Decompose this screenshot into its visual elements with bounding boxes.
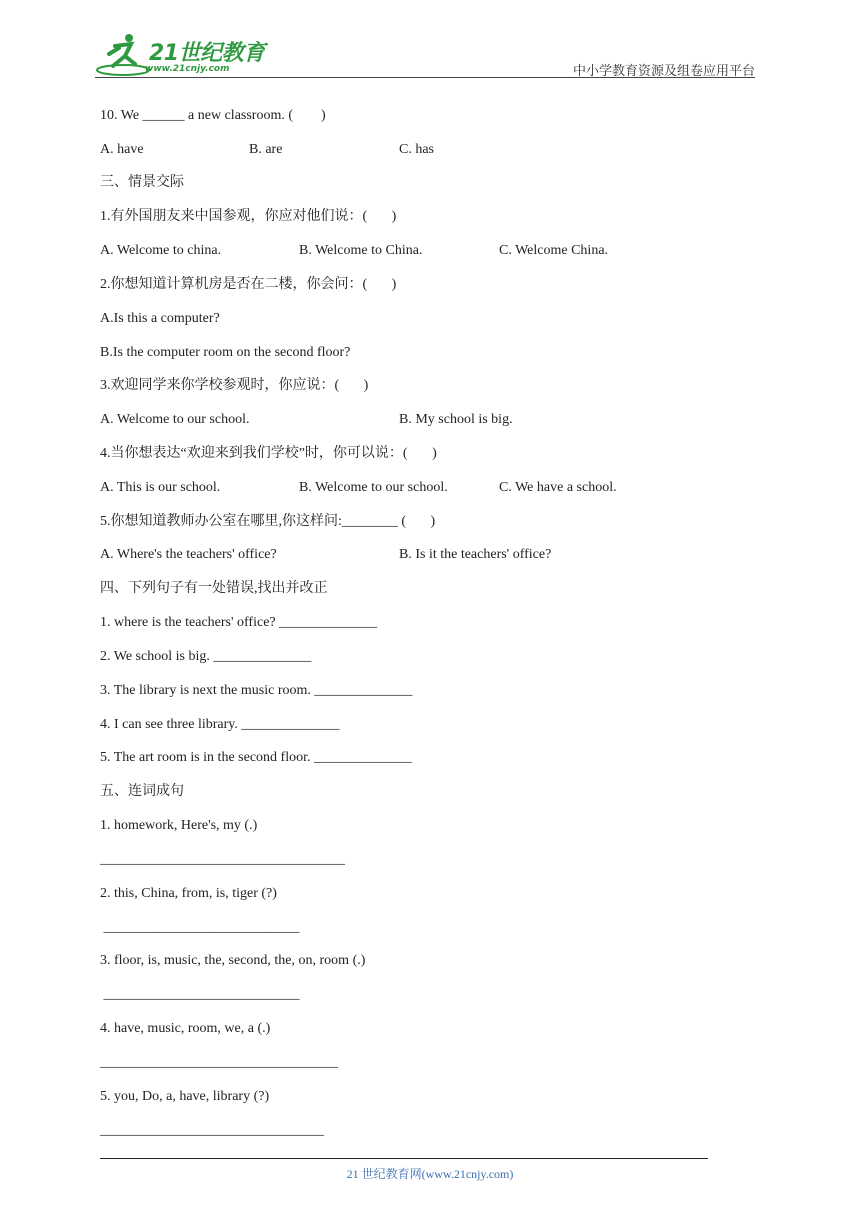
s3-q1-option-a: A. Welcome to china. (100, 243, 222, 258)
header-tagline: 中小学教育资源及组卷应用平台 (572, 63, 755, 78)
section-5-title: 五、连词成句 (100, 784, 184, 799)
s3-q4-option-a: A. This is our school. (100, 480, 221, 495)
footer-text: 21 世纪教育网(www.21cnjy.com) (346, 1167, 514, 1181)
s5-blank-5: ________________________________ (100, 1123, 324, 1138)
s4-item-1: 1. where is the teachers' office? ______________ (100, 615, 378, 630)
header-divider (95, 77, 755, 78)
s3-q1-option-b: B. Welcome to China. (299, 243, 423, 258)
question-10: 10. We ______ a new classroom. ( ) (100, 108, 326, 123)
logo-url: www.21cnjy.com (145, 64, 230, 74)
s3-q5-option-b: B. Is it the teachers' office? (399, 547, 552, 562)
runner-icon (95, 30, 151, 78)
footer-divider (100, 1158, 708, 1159)
q10-option-c: C. has (399, 142, 434, 157)
s4-item-3: 3. The library is next the music room. ______________ (100, 683, 413, 698)
s3-q2-option-a: A.Is this a computer? (100, 311, 220, 326)
s5-item-1: 1. homework, Here's, my (.) (100, 818, 258, 833)
q10-option-b: B. are (249, 142, 283, 157)
s5-item-2: 2. this, China, from, is, tiger (?) (100, 886, 277, 901)
s4-item-5: 5. The art room is in the second floor. ______________ (100, 750, 412, 765)
s5-item-3: 3. floor, is, music, the, second, the, on, room (.) (100, 953, 366, 968)
s3-q1-option-c: C. Welcome China. (499, 243, 609, 258)
s3-q5-option-a: A. Where's the teachers' office? (100, 547, 277, 562)
s3-question-2: 2.你想知道计算机房是否在二楼，你会问：( ) (100, 277, 397, 292)
site-logo (95, 30, 265, 78)
page-header (95, 30, 755, 78)
s3-q4-option-b: B. Welcome to our school. (299, 480, 448, 495)
s3-q4-option-c: C. We have a school. (499, 480, 617, 495)
s3-q3-option-b: B. My school is big. (399, 412, 513, 427)
s3-question-5: 5.你想知道教师办公室在哪里,你这样问:________ ( ) (100, 514, 436, 529)
s3-q2-option-b: B.Is the computer room on the second floor? (100, 345, 351, 360)
s3-question-4: 4.当你想表达“欢迎来到我们学校”时，你可以说：( ) (100, 446, 437, 461)
section-3-title: 三、情景交际 (100, 175, 184, 190)
s5-item-5: 5. you, Do, a, have, library (?) (100, 1089, 270, 1104)
s5-blank-1: ___________________________________ (100, 852, 345, 867)
s3-q3-option-a: A. Welcome to our school. (100, 412, 250, 427)
q10-option-a: A. have (100, 142, 144, 157)
s5-blank-2: ____________________________ (100, 920, 300, 935)
s5-blank-4: __________________________________ (100, 1055, 338, 1070)
section-4-title: 四、下列句子有一处错误,找出并改正 (100, 581, 328, 596)
s3-question-3: 3.欢迎同学来你学校参观时，你应说：( ) (100, 378, 369, 393)
logo-text: 21世纪教育 (149, 41, 265, 66)
s4-item-2: 2. We school is big. ______________ (100, 649, 312, 664)
s3-question-1: 1.有外国朋友来中国参观，你应对他们说：( ) (100, 209, 397, 224)
s5-blank-3: ____________________________ (100, 987, 300, 1002)
s5-item-4: 4. have, music, room, we, a (.) (100, 1021, 271, 1036)
s4-item-4: 4. I can see three library. ______________ (100, 717, 340, 732)
